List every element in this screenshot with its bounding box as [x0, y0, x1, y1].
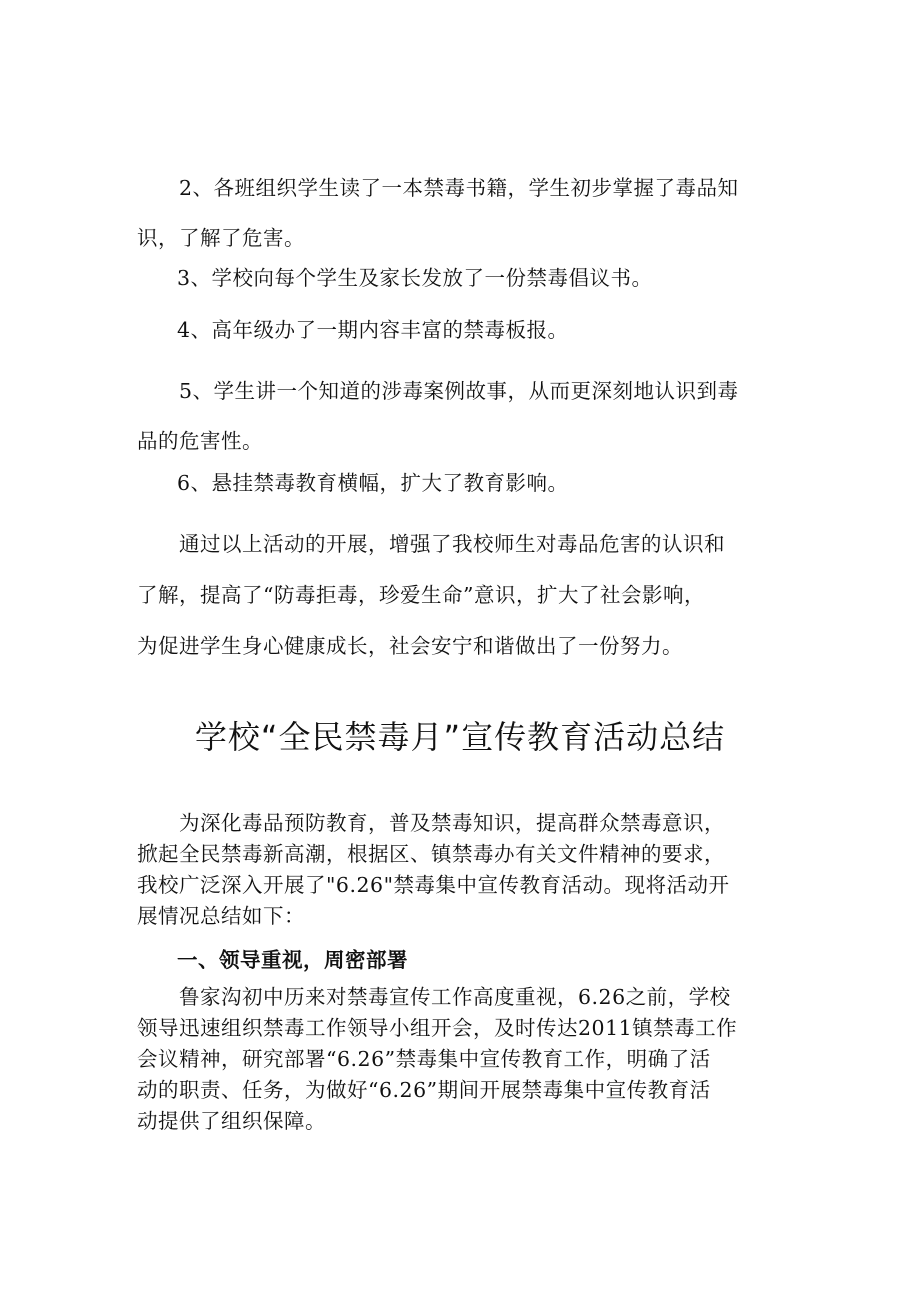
leadership-line-1: 鲁家沟初中历来对禁毒宣传工作高度重视，6.26之前，学校	[179, 985, 731, 1009]
item-3-paragraph	[137, 263, 825, 293]
leadership-paragraph	[137, 982, 785, 1137]
item-2-line-2: 识，了解了危害。	[137, 226, 305, 250]
leadership-line-2: 领导迅速组织禁毒工作领导小组开会，及时传达2011镇禁毒工作	[137, 1016, 738, 1040]
intro-line-4: 展情况总结如下：	[137, 904, 305, 928]
item-3-line: 3、学校向每个学生及家长发放了一份禁毒倡议书。	[177, 266, 653, 290]
item-5-line-2: 品的危害性。	[137, 429, 263, 453]
leadership-line-5: 动提供了组织保障。	[137, 1109, 326, 1133]
conclusion-line-1: 通过以上活动的开展，增强了我校师生对毒品危害的认识和	[179, 532, 725, 556]
item-4-paragraph	[137, 315, 825, 345]
document-title: 学校“全民禁毒月”宣传教育活动总结	[194, 718, 726, 756]
item-6-line: 6、悬挂禁毒教育横幅，扩大了教育影响。	[177, 471, 569, 495]
leadership-line-4: 动的职责、任务，为做好“6.26”期间开展禁毒集中宣传教育活	[137, 1078, 711, 1102]
conclusion-line-2: 了解，提高了“防毒拒毒，珍爱生命”意识，扩大了社会影响，	[137, 583, 705, 607]
item-2-paragraph	[137, 163, 785, 263]
item-6-paragraph	[137, 468, 825, 498]
item-2-line-1: 2、各班组织学生读了一本禁毒书籍，学生初步掌握了毒品知	[179, 176, 739, 200]
intro-line-3: 我校广泛深入开展了"6.26"禁毒集中宣传教育活动。现将活动开	[137, 873, 730, 897]
intro-line-1: 为深化毒品预防教育，普及禁毒知识，提高群众禁毒意识，	[179, 811, 725, 835]
intro-paragraph	[137, 808, 785, 932]
leadership-line-3: 会议精神，研究部署“6.26”禁毒集中宣传教育工作，明确了活	[137, 1047, 711, 1071]
section-heading-1: 一、领导重视，周密部署	[177, 948, 408, 972]
conclusion-paragraph	[137, 519, 785, 672]
intro-line-2: 掀起全民禁毒新高潮，根据区、镇禁毒办有关文件精神的要求，	[137, 842, 725, 866]
conclusion-line-3: 为促进学生身心健康成长，社会安宁和谐做出了一份努力。	[137, 634, 683, 658]
item-4-line: 4、高年级办了一期内容丰富的禁毒板报。	[177, 318, 569, 342]
item-5-line-1: 5、学生讲一个知道的涉毒案例故事，从而更深刻地认识到毒	[179, 379, 739, 403]
item-5-paragraph	[137, 366, 785, 466]
